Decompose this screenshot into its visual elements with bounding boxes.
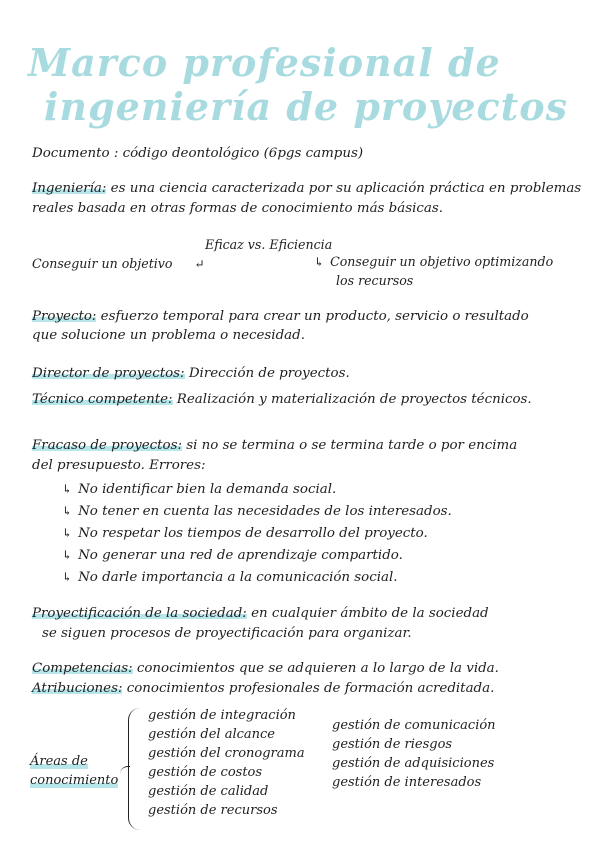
error-text: No tener en cuenta las necesidades de los interesados. bbox=[78, 504, 452, 519]
proyectificacion-line-2: se siguen procesos de proyectificación para organizar. bbox=[42, 626, 412, 641]
list-item: gestión de adquisiciones bbox=[332, 756, 495, 771]
fracaso-text-1: si no se termina o se termina tarde o por encima bbox=[181, 438, 518, 453]
proyectificacion-text-1: en cualquier ámbito de la sociedad bbox=[246, 606, 489, 621]
areas-label-2: conocimiento bbox=[30, 773, 119, 788]
list-item: gestión del alcance bbox=[148, 727, 275, 742]
competencias-text: conocimientos que se adquieren a lo largo de la vida. bbox=[132, 661, 499, 676]
proyectificacion-term: Proyectificación de la sociedad: bbox=[32, 606, 247, 621]
areas-label-1: Áreas de bbox=[30, 754, 88, 769]
error-text: No respetar los tiempos de desarrollo del proyecto. bbox=[78, 526, 428, 541]
title-line-1: Marco profesional de bbox=[28, 40, 501, 85]
proyecto-line-1 bbox=[32, 308, 529, 326]
error-item bbox=[62, 502, 452, 521]
areas-left-list bbox=[148, 706, 305, 820]
director-line bbox=[32, 365, 350, 383]
brace-icon bbox=[128, 708, 143, 830]
ingenieria-text-1: es una ciencia caracterizada por su aplicación práctica en problemas bbox=[106, 181, 582, 196]
director-term: Director de proyectos: bbox=[32, 366, 185, 381]
error-item bbox=[62, 524, 428, 543]
list-item: gestión de comunicación bbox=[332, 718, 496, 733]
eficacia-header: Eficaz vs. Eficiencia bbox=[205, 237, 333, 252]
arrow-icon: ↳ bbox=[62, 548, 73, 562]
error-text: No generar una red de aprendizaje compartido. bbox=[78, 548, 403, 563]
tecnico-text: Realización y materialización de proyectos técnicos. bbox=[172, 392, 532, 407]
tecnico-term: Técnico competente: bbox=[32, 392, 173, 407]
fracaso-term: Fracaso de proyectos: bbox=[32, 438, 182, 453]
tecnico-line bbox=[32, 391, 532, 409]
atribuciones-term: Atribuciones: bbox=[32, 681, 123, 696]
eficiencia-right-1 bbox=[314, 253, 553, 271]
proyecto-text-1: esfuerzo temporal para crear un producto, servicio o resultado bbox=[96, 309, 529, 324]
atribuciones-line bbox=[32, 680, 494, 698]
documento-line: Documento : código deontológico (6pgs campus) bbox=[32, 146, 364, 161]
director-text: Dirección de proyectos. bbox=[184, 366, 350, 381]
title-line-2: ingeniería de proyectos bbox=[44, 84, 568, 129]
arrow-icon: ↳ bbox=[314, 255, 325, 269]
list-item: gestión de interesados bbox=[332, 775, 482, 790]
ingenieria-term: Ingeniería: bbox=[32, 181, 107, 196]
proyecto-term: Proyecto: bbox=[32, 309, 97, 324]
areas-right-list bbox=[332, 716, 496, 792]
list-item: gestión del cronograma bbox=[148, 746, 305, 761]
list-item: gestión de riesgos bbox=[332, 737, 453, 752]
arrow-icon: ↳ bbox=[62, 504, 73, 518]
competencias-term: Competencias: bbox=[32, 661, 133, 676]
brace-tip-icon bbox=[120, 766, 130, 775]
proyectificacion-line-1 bbox=[32, 605, 489, 623]
areas-label bbox=[30, 752, 118, 790]
eficiencia-right-text-1: Conseguir un objetivo optimizando bbox=[330, 254, 554, 269]
list-item: gestión de calidad bbox=[148, 784, 269, 799]
proyecto-line-2: que solucione un problema o necesidad. bbox=[32, 328, 305, 343]
error-item bbox=[62, 480, 336, 499]
atribuciones-text: conocimientos profesionales de formación acreditada. bbox=[122, 681, 495, 696]
eficiencia-right-2: los recursos bbox=[336, 273, 414, 288]
ingenieria-line-2: reales basada en otras formas de conocimiento más básicas. bbox=[32, 201, 443, 216]
error-item bbox=[62, 546, 403, 565]
arrow-icon: ↳ bbox=[62, 482, 73, 496]
error-text: No identificar bien la demanda social. bbox=[78, 482, 337, 497]
eficacia-left-text: Conseguir un objetivo bbox=[32, 256, 173, 271]
error-item bbox=[62, 568, 398, 587]
arrow-icon: ↳ bbox=[62, 526, 73, 540]
error-text: No darle importancia a la comunicación social. bbox=[78, 570, 398, 585]
list-item: gestión de recursos bbox=[148, 803, 278, 818]
fracaso-line-1 bbox=[32, 437, 517, 455]
list-item: gestión de integración bbox=[148, 708, 296, 723]
eficacia-left bbox=[32, 255, 211, 273]
return-arrow-icon: ↵ bbox=[194, 257, 205, 271]
competencias-line bbox=[32, 660, 499, 678]
fracaso-line-2: del presupuesto. Errores: bbox=[32, 458, 206, 473]
list-item: gestión de costos bbox=[148, 765, 263, 780]
ingenieria-line-1 bbox=[32, 180, 581, 198]
arrow-icon: ↳ bbox=[62, 570, 73, 584]
